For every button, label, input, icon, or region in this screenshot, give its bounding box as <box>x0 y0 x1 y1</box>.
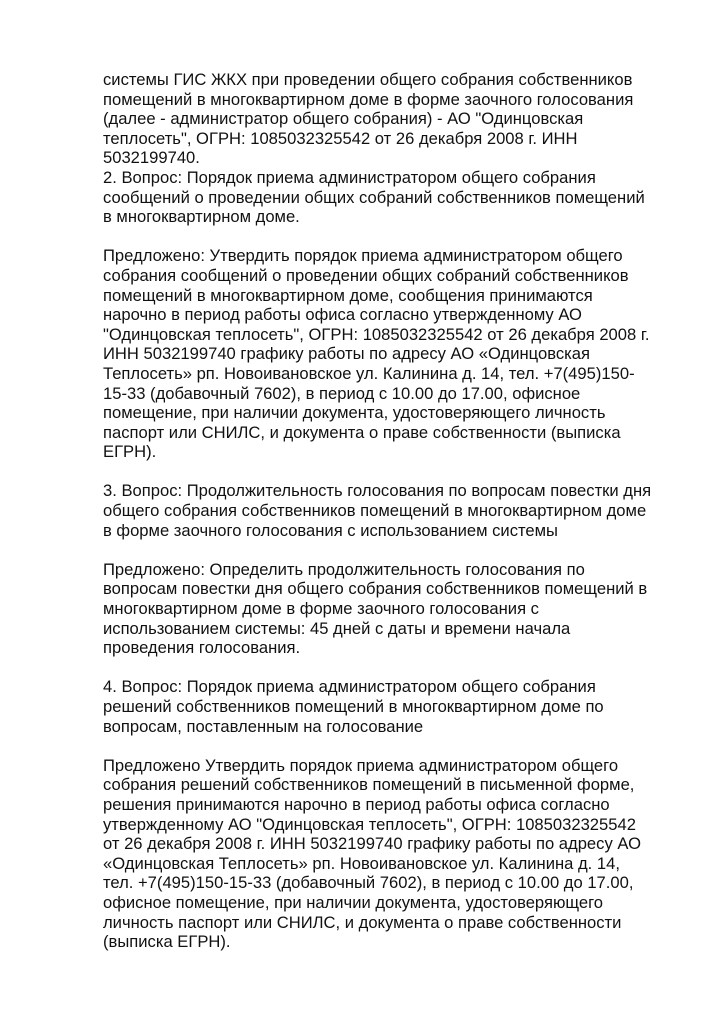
question-3-heading: 3. Вопрос: Продолжительность голосования по вопросам повестки дня общего собрания собственников помещений в многоквартирном доме в форме заочного голосования с использованием системы <box>103 481 652 540</box>
paragraph-gap <box>103 540 683 560</box>
paragraph-gap <box>103 736 683 756</box>
document-page <box>103 70 683 952</box>
question-2-proposal: Предложено: Утвердить порядок приема администратором общего собрания сообщений о проведении общих собраний собственников помещений в многоквартирном доме, сообщения принимаются нарочно в период работы офиса согласно утвержденному АО "Одинцовская теплосеть", ОГРН: 1085032325542 от 26 декабря 2008 г. ИНН 5032199740 графику работы по адресу АО «Одинцовская Теплосеть» рп. Новоивановское ул. Калинина д. 14, тел. +7(495)150- 15-33 (добавочный 7602), в период с 10.00 до 17.00, офисное помещение, при наличии документа, удостоверяющего личность паспорт или СНИЛС, и документа о праве собственности (выписка ЕГРН). <box>103 246 650 462</box>
paragraph-gap <box>103 658 683 678</box>
question-2-heading: 2. Вопрос: Порядок приема администратором общего собрания сообщений о проведении общих собраний собственников помещений в многоквартирном доме. <box>103 167 645 227</box>
paragraph-gap <box>103 462 683 482</box>
intro-paragraph: системы ГИС ЖКХ при проведении общего собрания собственников помещений в многоквартирном доме в форме заочного голосования (далее - администратор общего собрания) - АО "Одинцовская теплосеть", ОГРН: 1085032325542 от 26 декабря 2008 г. ИНН 5032199740. <box>103 70 634 168</box>
question-3-proposal: Предложено: Определить продолжительность голосования по вопросам повестки дня общего собрания собственников помещений в многоквартирном доме в форме заочного голосования с использованием системы: 45 дней с даты и времени начала проведения голосования. <box>103 559 648 658</box>
question-4-proposal: Предложено Утвердить порядок приема администратором общего собрания решений собственников помещений в письменной форме, решения принимаются нарочно в период работы офиса согласно утвержденному АО "Одинцовская теплосеть", ОГРН: 1085032325542 от 26 декабря 2008 г. ИНН 5032199740 графику работы по адресу АО «Одинцовская Теплосеть» рп. Новоивановское ул. Калинина д. 14, тел. +7(495)150-15-33 (добавочный 7602), в период с 10.00 до 17.00, офисное помещение, при наличии документа, удостоверяющего личность паспорт или СНИЛС, и документа о праве собственности (выписка ЕГРН). <box>103 755 641 952</box>
question-4-heading: 4. Вопрос: Порядок приема администратором общего собрания решений собственников помещений в многоквартирном доме по вопросам, поставленным на голосование <box>103 677 604 736</box>
paragraph-gap <box>103 227 683 247</box>
